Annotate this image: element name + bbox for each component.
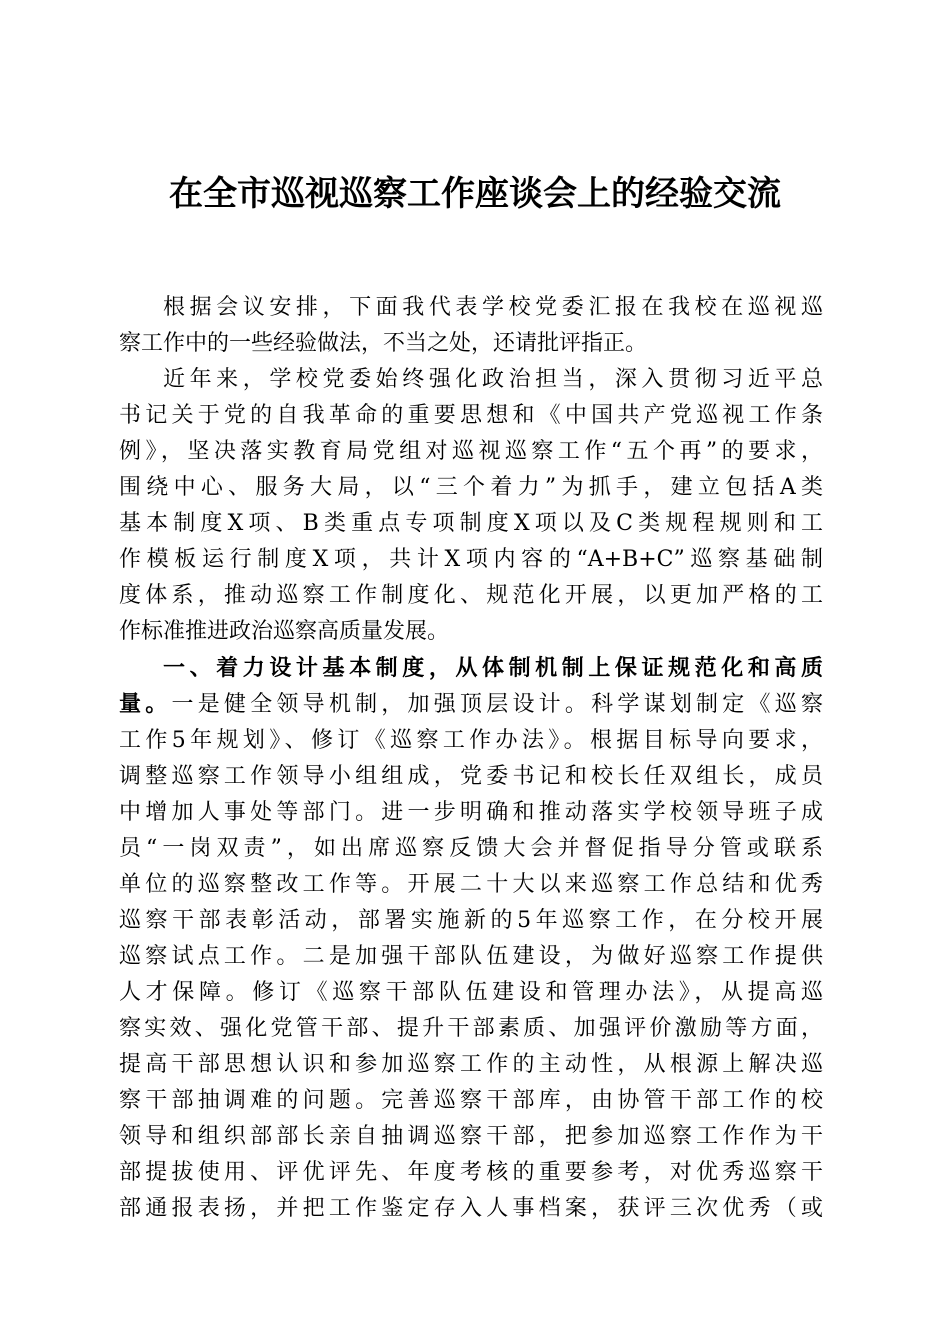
paragraph-3-line-10: 人才保障。修订《巡察干部队伍建设和管理办法》，从提高巡 [119, 980, 823, 1005]
paragraph-3-line-3: 工作5年规划》、修订《巡察工作办法》。根据目标导向要求， [119, 728, 823, 753]
document-body [119, 290, 823, 1227]
paragraph-3-line-6: 员“一岗双责”，如出席巡察反馈大会并督促指导分管或联系 [119, 836, 823, 861]
paragraph-2-line-4: 围绕中心、服务大局，以“三个着力”为抓手，建立包括A类 [119, 475, 823, 500]
paragraph-3-line-16: 部通报表扬，并把工作鉴定存入人事档案，获评三次优秀（或 [119, 1196, 823, 1221]
paragraph-3-line-12: 提高干部思想认识和参加巡察工作的主动性，从根源上解决巡 [119, 1052, 823, 1077]
paragraph-3-line-13: 察干部抽调难的问题。完善巡察干部库，由协管干部工作的校 [119, 1088, 823, 1113]
paragraph-3-line-7: 单位的巡察整改工作等。开展二十大以来巡察工作总结和优秀 [119, 872, 823, 897]
section-heading-line-1: 一、着力设计基本制度，从体制机制上保证规范化和高质 [163, 655, 823, 681]
document-title: 在全市巡视巡察工作座谈会上的经验交流 [169, 174, 781, 214]
paragraph-3-line-15: 部提拔使用、评优评先、年度考核的重要参考，对优秀巡察干 [119, 1160, 823, 1185]
paragraph-2-line-7: 度体系，推动巡察工作制度化、规范化开展，以更加严格的工 [119, 583, 823, 608]
paragraph-3-line-14: 领导和组织部部长亲自抽调巡察干部，把参加巡察工作作为干 [119, 1124, 823, 1149]
section-heading-line-2: 量。 [119, 691, 172, 717]
paragraph-3-line-2-text: 一是健全领导机制，加强顶层设计。科学谋划制定《巡察 [171, 692, 823, 717]
paragraph-3-line-2 [119, 686, 823, 723]
paragraph-2-line-6: 作模板运行制度X项，共计X项内容的“A+B+C”巡察基础制 [119, 547, 823, 572]
paragraph-2-line-8: 作标准推进政治巡察高质量发展。 [119, 619, 450, 644]
paragraph-3-line-5: 中增加人事处等部门。进一步明确和推动落实学校领导班子成 [119, 800, 823, 825]
paragraph-2-line-1: 近年来，学校党委始终强化政治担当，深入贯彻习近平总 [163, 367, 823, 392]
paragraph-3-line-8: 巡察干部表彰活动，部署实施新的5年巡察工作，在分校开展 [119, 908, 823, 933]
paragraph-3-line-11: 察实效、强化党管干部、提升干部素质、加强评价激励等方面， [119, 1016, 823, 1041]
paragraph-1-line-2: 察工作中的一些经验做法，不当之处，还请批评指正。 [119, 331, 648, 356]
paragraph-3-line-9: 巡察试点工作。二是加强干部队伍建设，为做好巡察工作提供 [119, 944, 823, 969]
paragraph-2-line-5: 基本制度X项、B类重点专项制度X项以及C类规程规则和工 [119, 511, 823, 536]
paragraph-2-line-3: 例》，坚决落实教育局党组对巡视巡察工作“五个再”的要求， [119, 439, 823, 464]
paragraph-2-line-2: 书记关于党的自我革命的重要思想和《中国共产党巡视工作条 [119, 403, 823, 428]
paragraph-1-line-1: 根据会议安排，下面我代表学校党委汇报在我校在巡视巡 [163, 295, 823, 320]
paragraph-3-line-4: 调整巡察工作领导小组组成，党委书记和校长任双组长，成员 [119, 764, 823, 789]
